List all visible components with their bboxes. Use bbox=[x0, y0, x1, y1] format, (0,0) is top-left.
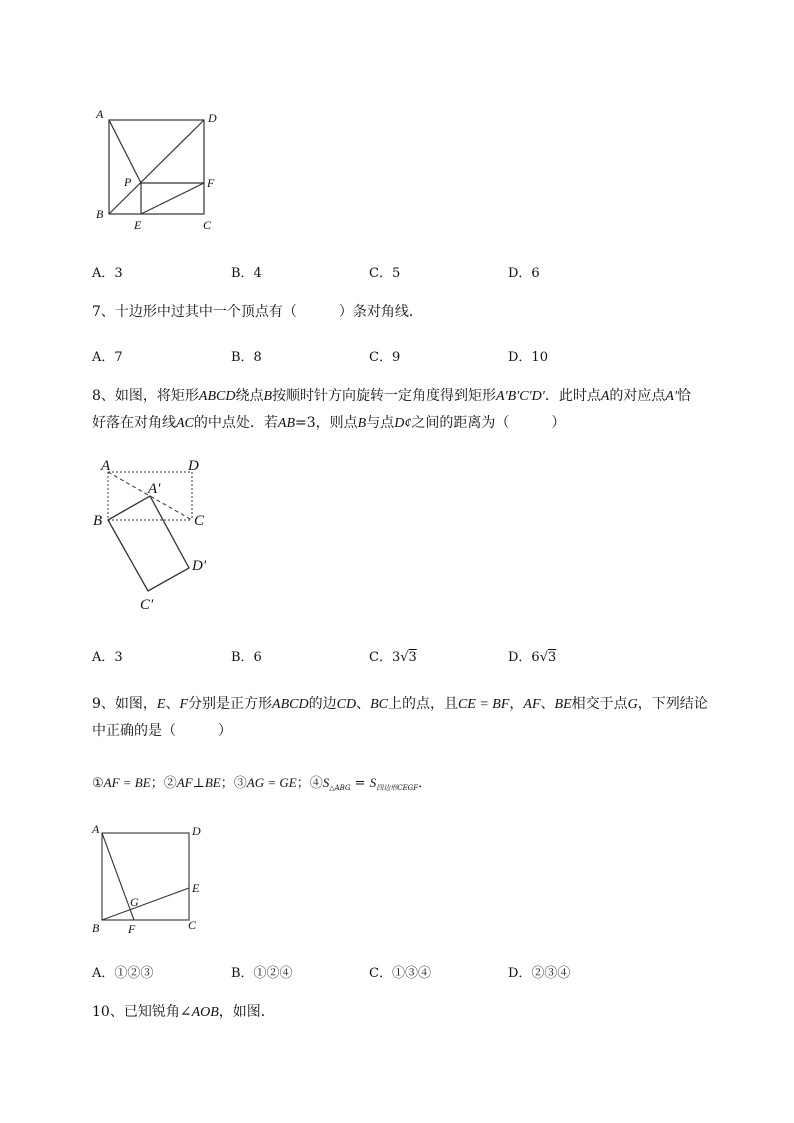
figure-q6 bbox=[90, 100, 230, 240]
q9-options bbox=[92, 962, 652, 982]
statement-3-number: ③ bbox=[233, 776, 247, 791]
q10-text: 已知锐角∠ bbox=[123, 1004, 192, 1020]
rotated-rectangle bbox=[108, 496, 189, 591]
q8-option-d-text: D．6 bbox=[508, 650, 540, 665]
label-b: B bbox=[92, 921, 100, 935]
segment-be bbox=[102, 888, 189, 920]
question-8 bbox=[92, 383, 742, 437]
figure-q9 bbox=[88, 818, 218, 940]
question-7 bbox=[92, 299, 742, 325]
segment-ap bbox=[109, 120, 141, 183]
separator: ； bbox=[296, 776, 310, 791]
q8-option-c-text: C．3 bbox=[369, 650, 401, 665]
label-p: P bbox=[124, 175, 132, 189]
q9-line-1 bbox=[92, 691, 742, 718]
q10-text: ，如图． bbox=[218, 1004, 275, 1020]
sqrt-icon: √ bbox=[400, 650, 409, 665]
figure-q6-svg bbox=[90, 100, 230, 240]
q8-diagonal: AC bbox=[176, 416, 194, 431]
label-b: B bbox=[96, 207, 104, 221]
statement-4-s: S bbox=[369, 775, 377, 790]
label-a: A bbox=[92, 822, 100, 836]
q9-statements bbox=[92, 772, 431, 793]
statement-4-sub-a: △ABG bbox=[329, 784, 351, 792]
label-e: E bbox=[192, 881, 200, 895]
q8-point: A′ bbox=[665, 389, 678, 404]
q8-option-c[interactable] bbox=[369, 646, 417, 665]
statement-4-eq: = bbox=[350, 776, 370, 791]
q7-option-a[interactable]: A．7 bbox=[92, 350, 123, 365]
q6-options bbox=[92, 262, 652, 282]
q8-rect2: A′B′C′D′ bbox=[496, 389, 545, 404]
label-a: A bbox=[96, 107, 104, 121]
statement-2-number: ② bbox=[163, 776, 177, 791]
q6-option-a[interactable]: A．3 bbox=[92, 266, 123, 281]
q9-text: 、 bbox=[356, 696, 371, 712]
q9-segment: CD bbox=[336, 697, 357, 712]
separator: ； bbox=[150, 776, 164, 791]
q9-point: E bbox=[156, 697, 166, 712]
q9-option-b[interactable]: B．①②④ bbox=[231, 966, 293, 981]
q9-square: ABCD bbox=[272, 697, 309, 712]
q9-text: 、 bbox=[540, 696, 555, 712]
q8-text: 的对应点 bbox=[609, 388, 666, 404]
q8-point: D¢ bbox=[394, 416, 412, 431]
q8-line-2 bbox=[92, 410, 742, 437]
label-c: C bbox=[188, 918, 197, 932]
statement-1-number: ① bbox=[92, 776, 104, 791]
label-f: F bbox=[128, 922, 136, 936]
q9-text: ， bbox=[509, 696, 524, 712]
q7-options bbox=[92, 346, 652, 366]
q6-option-d[interactable]: D．6 bbox=[508, 266, 540, 281]
label-a-prime: A′ bbox=[148, 481, 161, 497]
label-c: C bbox=[194, 513, 205, 529]
q8-point: A bbox=[600, 389, 610, 404]
separator: ； bbox=[220, 776, 234, 791]
q8-text: 按顺时针方向旋转一定角度得到矩形 bbox=[272, 388, 497, 404]
q8-text: 之间的距离为（ ） bbox=[411, 415, 566, 431]
q9-text: 如图， bbox=[114, 696, 157, 712]
q6-option-b[interactable]: B．4 bbox=[231, 266, 262, 281]
q8-option-d-radicand: 3 bbox=[548, 650, 557, 665]
q8-option-c-radicand: 3 bbox=[408, 650, 417, 665]
label-e: E bbox=[134, 218, 142, 232]
q9-point: G bbox=[627, 697, 638, 712]
sqrt-icon: √ bbox=[539, 650, 548, 665]
q8-option-d[interactable] bbox=[508, 646, 556, 665]
statement-1: AF = BE bbox=[103, 775, 151, 790]
q9-segment: BC bbox=[370, 697, 388, 712]
q9-text: ，下列结论 bbox=[637, 696, 708, 712]
figure-q9-svg bbox=[88, 818, 218, 940]
q7-option-b[interactable]: B．8 bbox=[231, 350, 262, 365]
q8-segment: AB bbox=[277, 416, 295, 431]
q8-number: 8、 bbox=[92, 388, 115, 404]
q7-text: 十边形中过其中一个顶点有（ ）条对角线． bbox=[114, 304, 423, 320]
label-f: F bbox=[207, 176, 215, 190]
q8-text: 的中点处．若 bbox=[193, 415, 278, 431]
q9-text: 上的点，且 bbox=[387, 696, 458, 712]
q9-option-d[interactable]: D．②③④ bbox=[508, 966, 571, 981]
q8-text: 与点 bbox=[366, 415, 395, 431]
q9-text: 分别是正方形 bbox=[188, 696, 273, 712]
q7-number: 7、 bbox=[92, 304, 115, 320]
label-d: D bbox=[192, 824, 201, 838]
q8-line-1 bbox=[92, 383, 742, 410]
figure-q8 bbox=[88, 452, 228, 617]
statement-4-sub-b: 四边形CEGF bbox=[376, 784, 419, 792]
statement-2: AF⊥BE bbox=[176, 775, 221, 790]
diagonal-bd bbox=[109, 120, 204, 214]
q6-option-c[interactable]: C．5 bbox=[369, 266, 401, 281]
q9-line-2: 中正确的是（ ） bbox=[92, 723, 232, 739]
label-d: D bbox=[188, 458, 199, 474]
q9-text: 相交于点 bbox=[571, 696, 628, 712]
label-b: B bbox=[93, 513, 103, 529]
label-a: A bbox=[101, 458, 111, 474]
label-d: D bbox=[208, 111, 217, 125]
q8-point: B bbox=[357, 416, 367, 431]
statement-3: AG = GE bbox=[246, 775, 297, 790]
q9-text: 、 bbox=[165, 696, 180, 712]
label-c: C bbox=[203, 218, 212, 232]
q8-text: 好落在对角线 bbox=[92, 415, 176, 431]
label-c-prime: C′ bbox=[140, 597, 154, 613]
segment-ef bbox=[141, 183, 204, 214]
q9-option-c[interactable]: C．①③④ bbox=[369, 966, 431, 981]
statement-4-s: S bbox=[322, 775, 330, 790]
q8-text: ．此时点 bbox=[544, 388, 601, 404]
q10-number: 10、 bbox=[92, 1004, 124, 1020]
q9-segment: BE bbox=[554, 697, 572, 712]
separator: ． bbox=[418, 776, 432, 791]
q8-option-a[interactable]: A．3 bbox=[92, 650, 123, 665]
q8-option-b[interactable]: B．6 bbox=[231, 650, 262, 665]
q9-segment: AF bbox=[523, 697, 541, 712]
q9-text: 的边 bbox=[308, 696, 337, 712]
q8-text: 绕点 bbox=[235, 388, 264, 404]
label-g: G bbox=[130, 895, 139, 909]
q8-point: B bbox=[263, 389, 273, 404]
q8-text: 恰 bbox=[677, 388, 692, 404]
q8-text: =3，则点 bbox=[295, 415, 358, 431]
q8-options bbox=[92, 646, 652, 666]
q9-option-a[interactable]: A．①②③ bbox=[92, 966, 154, 981]
q10-angle: AOB bbox=[191, 1005, 219, 1020]
q9-condition: CE = BF bbox=[457, 697, 510, 712]
statement-4-number: ④ bbox=[309, 776, 323, 791]
q7-option-c[interactable]: C．9 bbox=[369, 350, 401, 365]
label-d-prime: D′ bbox=[192, 558, 207, 574]
q8-text: 如图，将矩形 bbox=[114, 388, 199, 404]
question-10 bbox=[92, 999, 742, 1026]
q9-number: 9、 bbox=[92, 696, 115, 712]
q7-option-d[interactable]: D．10 bbox=[508, 350, 548, 365]
question-9 bbox=[92, 691, 742, 744]
q8-rect: ABCD bbox=[198, 389, 236, 404]
q9-point: F bbox=[179, 697, 189, 712]
figure-q8-svg bbox=[88, 452, 228, 617]
square-abcd bbox=[102, 833, 189, 920]
